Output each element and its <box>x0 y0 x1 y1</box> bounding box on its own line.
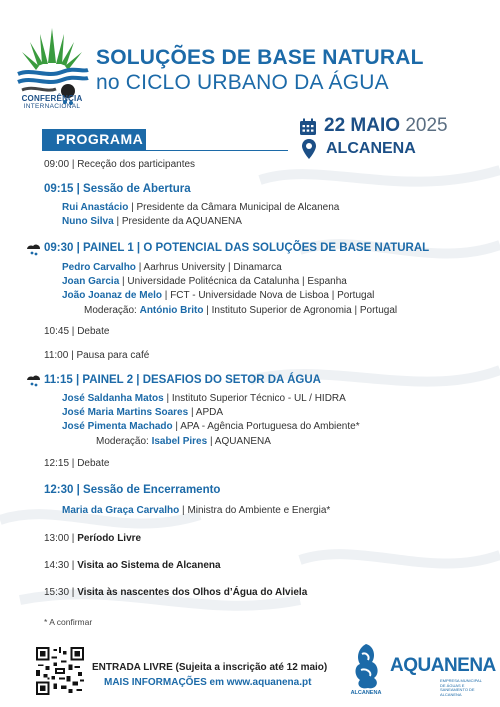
moderator-name: António Brito <box>139 305 204 316</box>
programa-heading: PROGRAMA <box>42 129 146 150</box>
moderation-row: Moderação: Isabel Pires | AQUANENA <box>96 436 271 447</box>
moderator-name: Isabel Pires <box>151 436 208 447</box>
speaker-row: Maria da Graça Carvalho | Ministra do Ambiente e Energia* <box>62 505 331 516</box>
event-date <box>324 115 448 137</box>
item-time: 14:30 <box>44 560 70 571</box>
item-text: Período Livre <box>77 533 142 544</box>
event-title-line1: SOLUÇÕES DE BASE NATURAL <box>96 46 424 69</box>
speaker-role: Ministra do Ambiente e Energia* <box>187 505 331 516</box>
item-time: 13:00 <box>44 533 70 544</box>
speaker-name: Pedro Carvalho <box>62 262 136 273</box>
item-text: Debate <box>77 326 110 337</box>
speaker-name: Joan Garcia <box>62 276 120 287</box>
aquanena-logo: AQUANENA <box>390 655 496 676</box>
item-time: 09:00 <box>44 159 70 170</box>
session-abertura-heading: 09:15 | Sessão de Abertura <box>44 183 191 195</box>
event-location: ALCANENA <box>326 140 416 157</box>
alcanena-label: ALCANENA <box>350 690 382 696</box>
rain-cloud-icon <box>24 242 42 256</box>
speaker-row: João Joanaz de Melo | FCT - Universidade Nova de Lisboa | Portugal <box>62 290 375 301</box>
session-title: Sessão de Encerramento <box>83 484 221 496</box>
item-time: 11:00 <box>44 350 69 361</box>
speaker-role: APA - Agência Portuguesa do Ambiente* <box>180 421 360 432</box>
speaker-role: Presidente da Câmara Municipal de Alcanena <box>136 202 340 213</box>
session-time: 11:15 <box>44 374 73 386</box>
alcanena-logo <box>346 640 386 696</box>
speaker-row: Nuno Silva | Presidente da AQUANENA <box>62 216 242 227</box>
item-text: Visita ao Sistema de Alcanena <box>77 560 221 571</box>
event-title-line2: no CICLO URBANO DA ÁGUA <box>96 71 389 94</box>
speaker-name: José Maria Martins Soares <box>62 407 189 418</box>
speaker-row: Pedro Carvalho | Aarhrus University | Dinamarca <box>62 262 282 273</box>
speaker-role: FCT - Universidade Nova de Lisboa | Portugal <box>170 290 375 301</box>
logo-line2: INTERNACIONAL <box>23 103 81 110</box>
programa-rule <box>42 150 288 151</box>
speaker-row: José Maria Martins Soares | APDA <box>62 407 224 418</box>
speaker-name: José Saldanha Matos <box>62 393 164 404</box>
event-year: 2025 <box>405 115 448 136</box>
moderator-role: Instituto Superior de Agronomia | Portugal <box>211 305 398 316</box>
item-debate2: 12:15 | Debate <box>44 458 110 469</box>
session-time: 09:15 <box>44 183 74 195</box>
item-visita1: 14:30 | Visita ao Sistema de Alcanena <box>44 560 221 571</box>
moderation-label: Moderação: <box>96 436 149 447</box>
item-text: Debate <box>77 458 110 469</box>
event-day: 22 MAIO <box>324 115 401 136</box>
speaker-row: Joan Garcia | Universidade Politécnica da Catalunha | Espanha <box>62 276 347 287</box>
moderation-row: Moderação: António Brito | Instituto Superior de Agronomia | Portugal <box>84 305 398 316</box>
rain-cloud-icon <box>24 373 42 387</box>
speaker-name: João Joanaz de Melo <box>62 290 163 301</box>
session-title: PAINEL 1 | O POTENCIAL DAS SOLUÇÕES DE BASE NATURAL <box>83 242 430 254</box>
session-title: Sessão de Abertura <box>83 183 191 195</box>
session-time: 12:30 <box>44 484 74 496</box>
speaker-name: Maria da Graça Carvalho <box>62 505 180 516</box>
speaker-role: Presidente da AQUANENA <box>121 216 242 227</box>
speaker-role: APDA <box>195 407 224 418</box>
session-title: PAINEL 2 | DESAFIOS DO SETOR DA ÁGUA <box>82 374 321 386</box>
item-time: 10:45 <box>44 326 70 337</box>
more-info-link[interactable]: MAIS INFORMAÇÕES em www.aquanena.pt <box>104 677 312 688</box>
speaker-role: Universidade Politécnica da Catalunha | Espanha <box>127 276 347 287</box>
item-visita2: 15:30 | Visita às nascentes dos Olhos d’Água do Alviela <box>44 587 308 598</box>
qr-code[interactable] <box>36 647 84 695</box>
speaker-role: Instituto Superior Técnico - UL / HIDRA <box>171 393 346 404</box>
item-time: 15:30 <box>44 587 70 598</box>
speaker-row: José Saldanha Matos | Instituto Superior Técnico - UL / HIDRA <box>62 393 346 404</box>
item-debate1: 10:45 | Debate <box>44 326 110 337</box>
item-text: Receção dos participantes <box>77 159 196 170</box>
moderation-label: Moderação: <box>84 305 137 316</box>
session-painel1-heading: 09:30 | PAINEL 1 | O POTENCIAL DAS SOLUÇÕES DE BASE NATURAL <box>44 242 430 254</box>
speaker-role: Aarhrus University | Dinamarca <box>143 262 282 273</box>
speaker-name: Rui Anastácio <box>62 202 129 213</box>
logo-line1: CONFERÊNCIA <box>21 94 83 103</box>
item-rececao: 09:00 | Receção dos participantes <box>44 159 196 170</box>
moderator-role: AQUANENA <box>214 436 271 447</box>
item-time: 12:15 <box>44 458 70 469</box>
speaker-name: José Pimenta Machado <box>62 421 173 432</box>
item-livre: 13:00 | Período Livre <box>44 533 142 544</box>
speaker-name: Nuno Silva <box>62 216 114 227</box>
calendar-icon <box>299 118 317 136</box>
speaker-row: José Pimenta Machado | APA - Agência Portuguesa do Ambiente* <box>62 421 360 432</box>
item-text: Pausa para café <box>76 350 150 361</box>
item-text: Visita às nascentes dos Olhos d’Água do Alviela <box>77 587 308 598</box>
confirmation-note: * A confirmar <box>44 617 93 627</box>
aquanena-tagline: EMPRESA MUNICIPAL DE ÁGUAS E SANEAMENTO DE ALCANENA <box>440 678 482 697</box>
session-painel2-heading: 11:15 | PAINEL 2 | DESAFIOS DO SETOR DA ÁGUA <box>44 374 321 386</box>
item-pausa: 11:00 | Pausa para café <box>44 350 150 361</box>
speaker-row: Rui Anastácio | Presidente da Câmara Municipal de Alcanena <box>62 202 340 213</box>
session-time: 09:30 <box>44 242 74 254</box>
session-encerramento-heading: 12:30 | Sessão de Encerramento <box>44 484 221 496</box>
map-pin-icon <box>301 138 317 160</box>
free-entry-text: ENTRADA LIVRE (Sujeita a inscrição até 12 maio) <box>92 662 328 673</box>
